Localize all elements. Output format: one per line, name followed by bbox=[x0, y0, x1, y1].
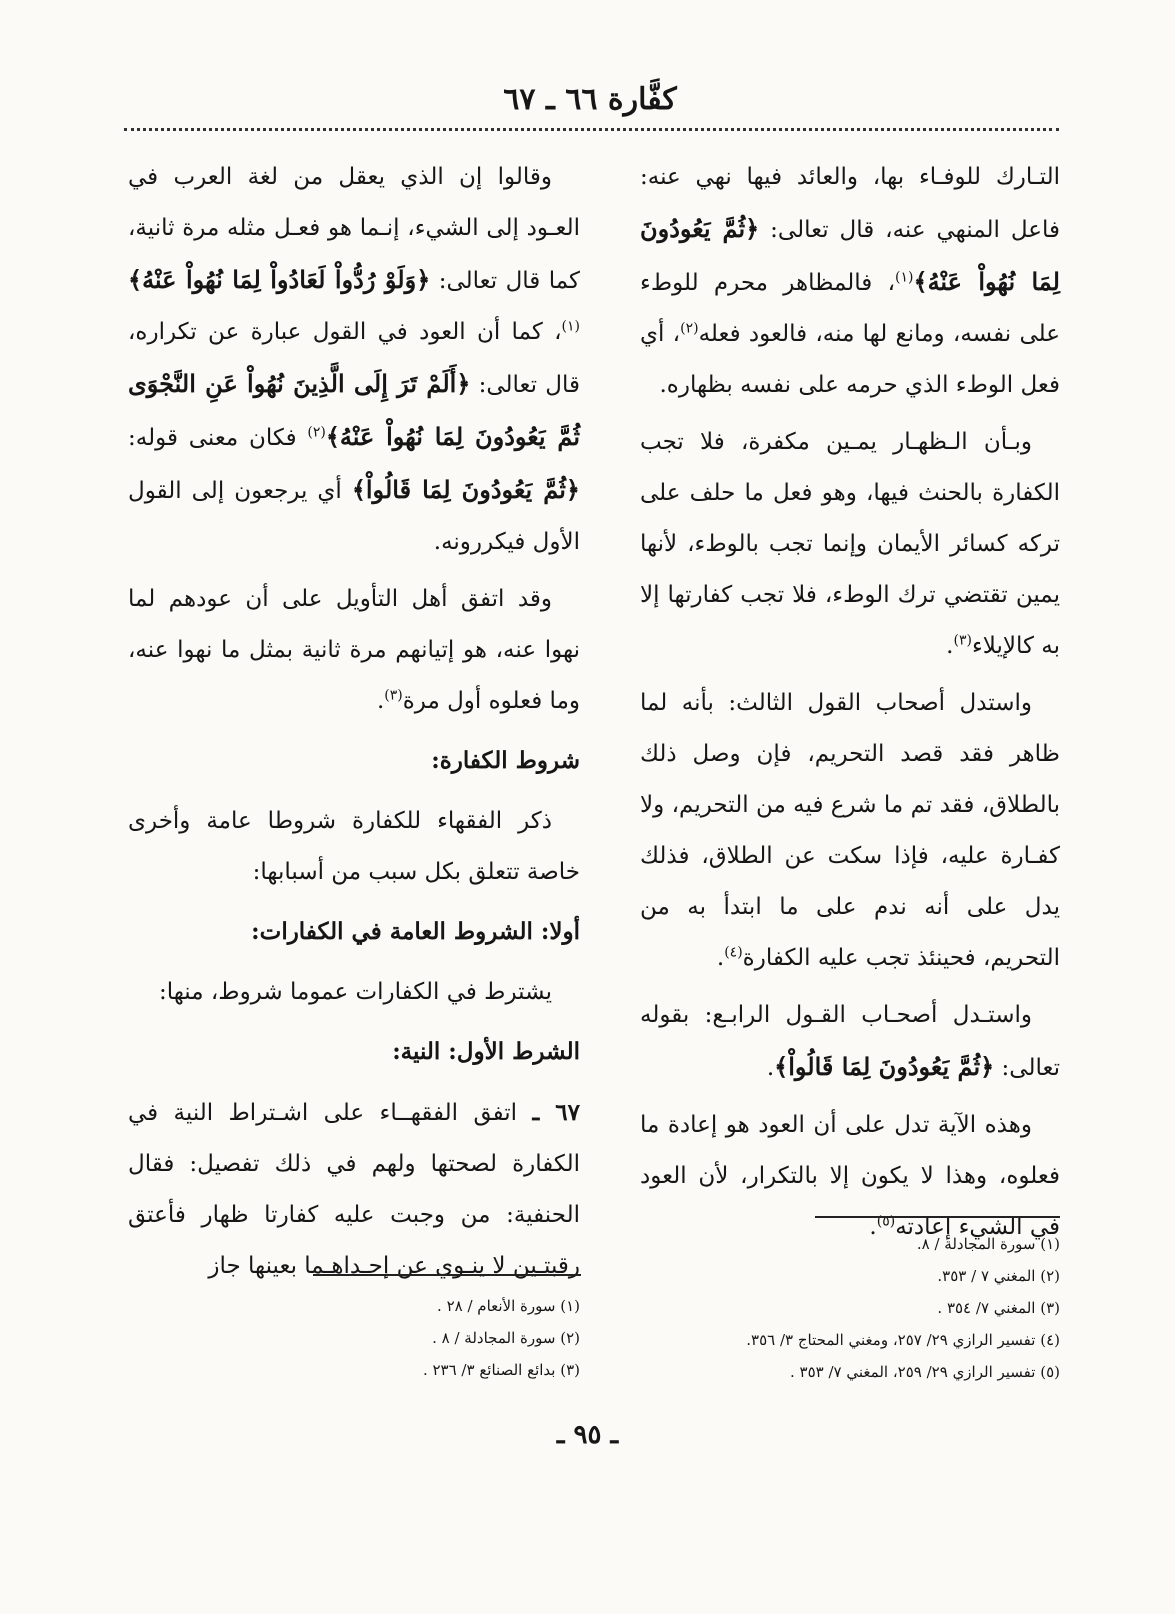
footnote-ref: (٢) bbox=[680, 320, 699, 337]
footnote-item: (٢) سورة المجادلة / ٨ . bbox=[432, 1329, 580, 1347]
footnote-rule-left bbox=[313, 1274, 581, 1276]
footnote-ref: (٤) bbox=[724, 944, 743, 961]
footnote-ref: (١) bbox=[561, 318, 580, 335]
right-paragraph-4: واستـدل أصحـاب القـول الرابـع: بقوله تعالى: ﴿ثُمَّ يَعُودُونَ لِمَا قَالُواْ﴾. bbox=[640, 1002, 1060, 1081]
footnote-item: (٤) تفسير الرازي ٢٩/ ٢٥٧، ومغني المحتاج ٣/ ٣٥٦. bbox=[746, 1331, 1060, 1349]
footnotes-right bbox=[650, 1228, 1060, 1388]
right-paragraph-3: واستدل أصحاب القول الثالث: بأنه لما ظاهر فقد قصد التحريم، فإن وصل ذلك بالطلاق، فقد تم ما شرع فيه من التحريم، ولا كفـارة عليه، فإذا سكت عن الطلاق، فذلك يدل على أنه ندم على ما ابتدأ به من التحريم، فحينئذ تجب عليه الكفارة$^{(٤)}$. bbox=[640, 690, 1060, 971]
right-paragraph-2: وبـأن الـظهـار يمـين مكفرة، فلا تجب الكفارة بالحنث فيها، وهو فعل ما حلف على تركه كسائر الأيمان وإنما تجب بالوطء، لأنها يمين تقتضي ترك الوطء، فلا تجب كفارتها إلا به كالإيلاء$^{(٣)}$. bbox=[640, 429, 1060, 659]
quran-verse: ﴿ثُمَّ يَعُودُونَ لِمَا قَالُواْ﴾ bbox=[351, 475, 580, 504]
subsection-heading-intention: الشرط الأول: النية: bbox=[392, 1038, 580, 1065]
text-run: اتفق الفقهــاء على اشـتراط النية في الكفارة لصحتها ولهم في ذلك تفصيل: فقال الحنفية: من وجبت عليه كفارتا ظهار فأعتق رقبتـين لا ينـوي عن إحـداهـما بعينها جاز bbox=[128, 1100, 580, 1279]
text-run: واستدل أصحاب القول الثالث: بأنه لما ظاهر فقد قصد التحريم، فإن وصل ذلك بالطلاق، فقد تم ما شرع فيه من التحريم، ولا كفـارة عليه، فإذا سكت عن الطلاق، فذلك يدل على أنه ندم على ما ابتدأ به من التحريم، فحينئذ تجب عليه الكفارة bbox=[640, 690, 1060, 971]
quran-verse: ﴿وَلَوْ رُدُّواْ لَعَادُواْ لِمَا نُهُواْ عَنْهُ﴾ bbox=[128, 265, 431, 294]
right-column bbox=[640, 152, 1060, 1259]
footnote-ref: (٢) bbox=[307, 424, 326, 441]
text-run: وبـأن الـظهـار يمـين مكفرة، فلا تجب الكفارة بالحنث فيها، وهو فعل ما حلف على تركه كسائر الأيمان وإنما تجب بالوطء، لأنها يمين تقتضي ترك الوطء، فلا تجب كفارتها إلا به كالإيلاء bbox=[640, 429, 1060, 659]
footnote-ref: (٣) bbox=[384, 687, 403, 704]
section-heading-conditions: شروط الكفارة: bbox=[431, 747, 580, 774]
text-run: وقد اتفق أهل التأويل على أن عودهم لما نهوا عنه، هو إتيانهم مرة ثانية بمثل ما نهوا عنه، وما فعلوه أول مرة bbox=[128, 586, 580, 714]
text-run: فكان معنى قوله: bbox=[128, 425, 308, 451]
left-paragraph-1 bbox=[128, 152, 580, 568]
footnote-item: (٢) المغني ٧ / ٣٥٣. bbox=[937, 1267, 1060, 1285]
footnotes-left bbox=[330, 1290, 580, 1386]
left-paragraph-3: ذكر الفقهاء للكفارة شروطا عامة وأخرى خاصة تتعلق بكل سبب من أسبابها: bbox=[128, 808, 580, 885]
text-run: وقالوا إن الذي يعقل من لغة العرب في العـود إلى الشيء، إنـما هو فعـل مثله مرة ثانية، كما قال تعالى: bbox=[128, 164, 581, 294]
footnote-ref: (٣) bbox=[953, 632, 972, 649]
quran-verse: ﴿ثُمَّ يَعُودُونَ لِمَا نُهُواْ عَنْهُ﴾ bbox=[640, 214, 1060, 296]
running-head: كفَّارة ٦٦ ـ ٦٧ bbox=[503, 82, 677, 117]
footnote-rule-right bbox=[815, 1216, 1060, 1218]
paragraph-number: ٦٧ ـ bbox=[532, 1099, 580, 1126]
header-dotted-rule bbox=[124, 128, 1059, 131]
right-paragraph-1 bbox=[640, 152, 1060, 411]
left-paragraph-2: وقد اتفق أهل التأويل على أن عودهم لما نهوا عنه، هو إتيانهم مرة ثانية بمثل ما نهوا عنه، وما فعلوه أول مرة$^{(٣)}$. bbox=[128, 586, 580, 714]
text-run: وهذه الآية تدل على أن العود هو إعادة ما فعلوه، وهذا لا يكون إلا بالتكرار، لأن العود في الشيء إعادته bbox=[640, 1112, 1060, 1240]
text-run: ، أي فعل الوطء الذي حرمه على نفسه بظهاره. bbox=[640, 321, 1060, 398]
text-run: التـارك للوفـاء بها، والعائد فيها نهي عنه: فاعل المنهي عنه، قال تعالى: bbox=[640, 164, 1060, 243]
footnote-item: (١) سورة الأنعام / ٢٨ . bbox=[437, 1297, 580, 1315]
text-run: ، كما أن العود في القول عبارة عن تكراره، قال تعالى: bbox=[128, 319, 580, 398]
footnote-item: (١) سورة المجادلة / ٨. bbox=[916, 1235, 1060, 1253]
footnote-ref: (٥) bbox=[876, 1213, 896, 1230]
footnote-ref: (١) bbox=[895, 269, 914, 286]
left-column bbox=[128, 152, 580, 1298]
page-number: ـ ٩٥ ـ bbox=[556, 1420, 619, 1450]
footnote-item: (٣) المغني ٧/ ٣٥٤ . bbox=[937, 1299, 1060, 1317]
subsection-heading-general: أولا: الشروط العامة في الكفارات: bbox=[251, 918, 580, 945]
left-paragraph-4: يشترط في الكفارات عموما شروط، منها: bbox=[158, 979, 552, 1005]
text-run: واستـدل أصحـاب القـول الرابـع: بقوله تعالى: bbox=[640, 1002, 1060, 1081]
text-run: ، فالمظاهر محرم للوطء على نفسه، ومانع لها منه، فالعود فعله bbox=[640, 270, 1060, 347]
footnote-item: (٣) بدائع الصنائع ٣/ ٢٣٦ . bbox=[422, 1361, 580, 1379]
quran-verse: ﴿ثُمَّ يَعُودُونَ لِمَا قَالُواْ﴾ bbox=[774, 1052, 995, 1081]
right-paragraph-5: وهذه الآية تدل على أن العود هو إعادة ما فعلوه، وهذا لا يكون إلا بالتكرار، لأن العود في الشيء إعادته$^{(٥)}$. bbox=[640, 1112, 1060, 1240]
text-run: أي يرجعون إلى القول الأول فيكررونه. bbox=[128, 478, 580, 555]
footnote-item: (٥) تفسير الرازي ٢٩/ ٢٥٩، المغني ٧/ ٣٥٣ . bbox=[790, 1363, 1060, 1381]
left-paragraph-5 bbox=[128, 1087, 580, 1292]
quran-verse: ﴿أَلَمْ تَرَ إِلَى الَّذِينَ نُهُواْ عَنِ النَّجْوَى ثُمَّ يَعُودُونَ لِمَا نُهُواْ عَنْهُ﴾ bbox=[128, 369, 580, 451]
